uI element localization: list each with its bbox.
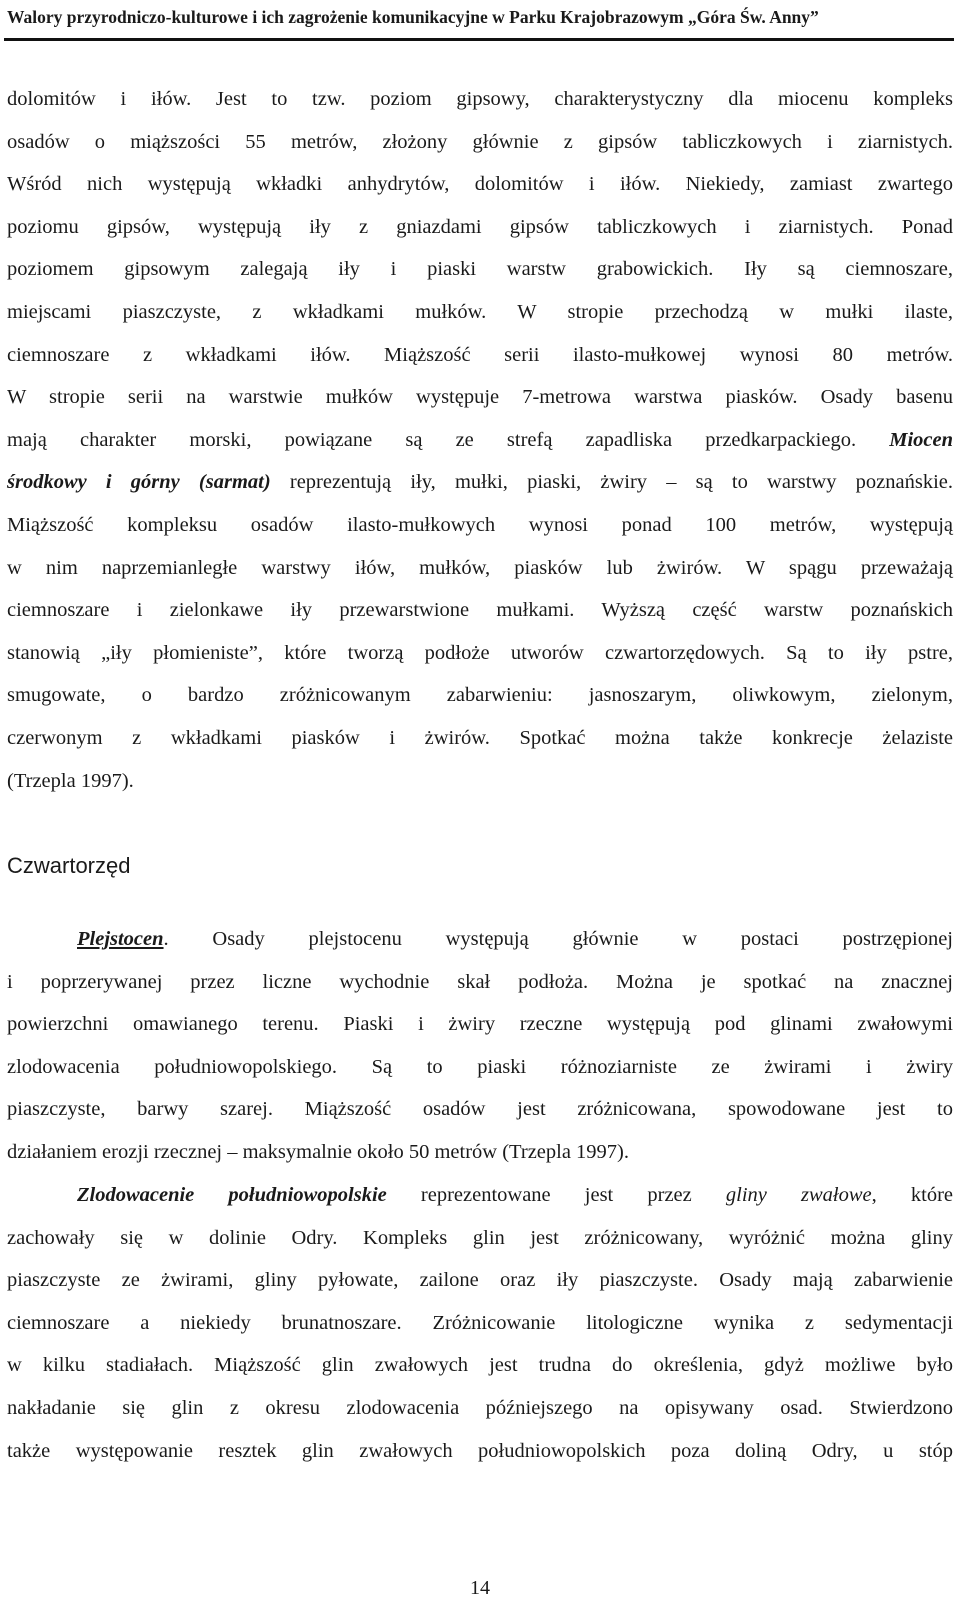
emphasized-term: środkowy i górny (sarmat) [7, 471, 271, 494]
text-line: w nim naprzemianległe warstwy iłów, mułków, piasków lub żwirów. W spągu przeważają [7, 556, 953, 579]
text-line: stanowią „iły płomieniste”, które tworzą podłoże utworów czwartorzędowych. Są to iły pstre, [7, 641, 953, 664]
text-line: w kilku stadiałach. Miąższość glin zwałowych jest trudna do określenia, gdyż możliwe było [7, 1354, 953, 1377]
text-line: smugowate, o bardzo zróżnicowanym zabarwieniu: jasnoszarym, oliwkowym, zielonym, [7, 684, 953, 707]
emphasized-term: Zlodowacenie południowopolskie [77, 1184, 387, 1206]
text-line: poziomu gipsów, występują iły z gniazdami gipsów tabliczkowych i ziarnistych. Ponad [7, 215, 953, 238]
text-line: działaniem erozji rzecznej – maksymalnie około 50 metrów (Trzepla 1997). [7, 1140, 630, 1163]
paragraph-pleistocene [7, 918, 953, 1174]
text-line: dolomitów i iłów. Jest to tzw. poziom gipsowy, charakterystyczny dla miocenu kompleks [7, 88, 953, 110]
text-line: W stropie serii na warstwie mułków występuje 7-metrowa warstwa piasków. Osady basenu [7, 386, 953, 409]
text-line: miejscami piaszczyste, z wkładkami mułków. W stropie przechodzą w mułki ilaste, [7, 300, 953, 323]
paragraph-miocene [7, 78, 953, 802]
text-line [7, 918, 953, 961]
text-line [7, 419, 953, 462]
text-line: poziomem gipsowym zalegają iły i piaski warstw grabowickich. Iły są ciemnoszare, [7, 258, 953, 281]
text-run: reprezentowane jest przez [386, 1184, 726, 1206]
header-divider [4, 38, 954, 41]
text-run: . Osady plejstocenu występują głównie w postaci postrzępionej [163, 928, 953, 950]
text-line: i poprzerywanej przez liczne wychodnie skał podłoża. Można je spotkać na znacznej [7, 970, 953, 993]
text-line: Wśród nich występują wkładki anhydrytów, dolomitów i iłów. Niekiedy, zamiast zwartego [7, 173, 953, 196]
text-line: ciemnoszare z wkładkami iłów. Miąższość serii ilasto-mułkowej wynosi 80 metrów. [7, 343, 953, 366]
text-line: czerwonym z wkładkami piasków i żwirów. Spotkać można także konkrecje żelaziste [7, 726, 953, 749]
italic-term: gliny zwałowe [725, 1184, 872, 1206]
text-run: reprezentują iły, mułki, piaski, żwiry – są to warstwy poznańskie. [270, 471, 953, 494]
text-line [7, 1174, 953, 1217]
running-header-title: Walory przyrodniczo-kulturowe i ich zagrożenie komunikacyjne w Parku Krajobrazowym „Góra Św. Anny” [7, 7, 819, 27]
text-line: piaszczyste ze żwirami, gliny pyłowate, zailone oraz iły piaszczyste. Osady mają zabarwienie [7, 1269, 953, 1292]
text-line: ciemnoszare a niekiedy brunatnoszare. Zróżnicowanie litologiczne wynika z sedymentacji [7, 1311, 953, 1334]
text-line: powierzchni omawianego terenu. Piaski i żwiry rzeczne występują pod glinami zwałowymi [7, 1013, 953, 1036]
text-line: nakładanie się glin z okresu zlodowacenia późniejszego na opisywany osad. Stwierdzono [7, 1396, 953, 1419]
emphasized-term: Miocen [889, 428, 953, 451]
text-line: zachowały się w dolinie Odry. Kompleks glin jest zróżnicowany, wyróżnić można gliny [7, 1226, 953, 1249]
section-heading: Czwartorzęd [7, 853, 131, 878]
text-line: (Trzepla 1997). [7, 769, 134, 792]
emphasized-term: Plejstocen [77, 928, 164, 950]
text-line: zlodowacenia południowopolskiego. Są to piaski różnoziarniste ze żwirami i żwiry [7, 1055, 953, 1078]
text-line: ciemnoszare i zielonkawe iły przewarstwione mułkami. Wyższą część warstw poznańskich [7, 599, 953, 622]
text-line: Miąższość kompleksu osadów ilasto-mułkowych wynosi ponad 100 metrów, występują [7, 513, 953, 536]
text-line: osadów o miąższości 55 metrów, złożony głównie z gipsów tabliczkowych i ziarnistych. [7, 130, 953, 153]
page-number: 14 [470, 1577, 490, 1599]
text-run: mają charakter morski, powiązane są ze strefą zapadliska przedkarpackiego. [7, 428, 890, 451]
text-line [7, 461, 953, 504]
text-run: , które [871, 1184, 954, 1206]
text-line: piaszczyste, barwy szarej. Miąższość osadów jest zróżnicowana, spowodowane jest to [7, 1098, 953, 1121]
paragraph-glaciation [7, 1174, 953, 1472]
text-line: także występowanie resztek glin zwałowych południowopolskich poza doliną Odry, u stóp [7, 1439, 953, 1462]
